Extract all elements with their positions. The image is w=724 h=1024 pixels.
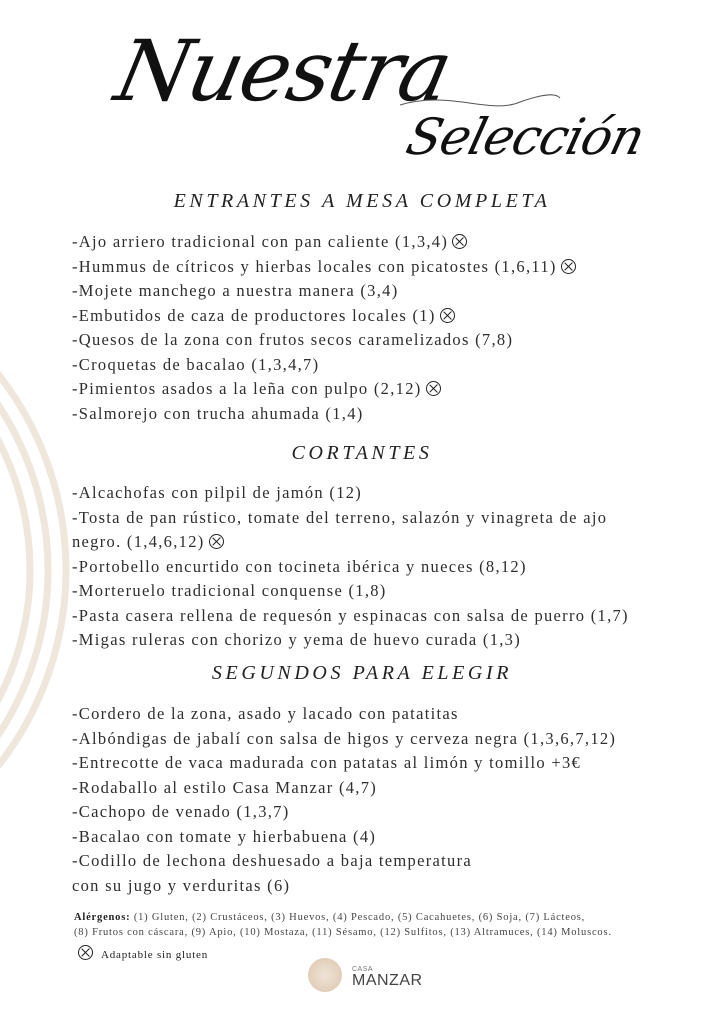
menu-item-text: -Salmorejo con trucha ahumada (1,4) — [72, 403, 364, 423]
menu-item — [72, 377, 576, 402]
menu-item-text: -Alcachofas con pilpil de jamón (12) — [72, 483, 363, 502]
menu-item — [72, 702, 616, 727]
menu-item — [72, 800, 616, 825]
gluten-free-legend — [78, 945, 208, 961]
menu-item-text: -Tosta de pan rústico, tomate del terreno, salazón y vinagreta de ajo — [72, 507, 608, 527]
menu-item — [72, 604, 629, 629]
menu-item-text: -Codillo de lechona deshuesado a baja temperatura — [72, 851, 472, 870]
logo-emblem — [308, 958, 342, 992]
menu-item-text: -Quesos de la zona con frutos secos caramelizados (7,8) — [72, 330, 514, 349]
cortantes-list — [72, 481, 629, 653]
gluten-free-legend-text: Adaptable sin gluten — [101, 949, 209, 961]
menu-item-text: -Albóndigas de jabalí con salsa de higos y cerveza negra (1,3,6,7,12) — [72, 728, 617, 748]
menu-item — [72, 328, 576, 353]
section-heading-segundos: SEGUNDOS PARA ELEGIR — [211, 662, 513, 684]
gluten-free-icon — [209, 534, 224, 549]
menu-item-text: -Ajo arriero tradicional con pan caliente (1,3,4) — [72, 232, 449, 251]
menu-item-text: -Pimientos asados a la leña con pulpo (2,12) — [72, 379, 422, 398]
gluten-free-icon — [561, 259, 576, 274]
allergen-line-1: (1) Gluten, (2) Crustáceos, (3) Huevos, (4) Pescado, (5) Cacahuetes, (6) Soja, (7) Lácteos, — [130, 912, 586, 923]
menu-item-text: -Entrecotte de vaca madurada con patatas al limón y tomillo +3€ — [72, 753, 582, 772]
gluten-free-icon — [452, 234, 467, 249]
gluten-free-icon — [78, 945, 93, 960]
menu-item-text: -Hummus de cítricos y hierbas locales con picatostes (1,6,11) — [72, 256, 557, 276]
menu-item-text: negro. (1,4,6,12) — [72, 532, 205, 551]
section-heading-cortantes: CORTANTES — [291, 442, 433, 464]
menu-item — [72, 751, 616, 776]
gluten-free-icon — [426, 381, 441, 396]
menu-item — [72, 628, 629, 653]
section-heading-entrantes: ENTRANTES A MESA COMPLETA — [173, 190, 551, 212]
menu-item — [72, 776, 616, 801]
menu-item — [72, 530, 629, 555]
allergen-label: Alérgenos: — [74, 912, 131, 923]
entrantes-list — [72, 230, 576, 426]
title-swash — [0, 0, 724, 200]
menu-item — [72, 727, 616, 752]
menu-item — [72, 506, 629, 531]
menu-item — [72, 279, 576, 304]
menu-item — [72, 579, 629, 604]
logo-text-small: CASA — [352, 966, 374, 973]
menu-item-text: -Mojete manchego a nuestra manera (3,4) — [72, 281, 399, 300]
menu-item — [72, 230, 576, 255]
menu-item — [72, 304, 576, 329]
menu-item — [72, 874, 616, 899]
menu-item — [72, 255, 576, 280]
segundos-list — [72, 702, 616, 898]
menu-item-text: -Migas ruleras con chorizo y yema de huevo curada (1,3) — [72, 630, 522, 649]
menu-item-text: -Cordero de la zona, asado y lacado con patatitas — [72, 704, 459, 723]
menu-item-text: -Pasta casera rellena de requesón y espinacas con salsa de puerro (1,7) — [72, 605, 629, 625]
menu-item-text: con su jugo y verduritas (6) — [72, 875, 291, 895]
title-seleccion: Selección — [400, 108, 650, 166]
menu-item-text: -Morteruelo tradicional conquense (1,8) — [72, 581, 387, 600]
menu-item-text: -Bacalao con tomate y hierbabuena (4) — [72, 826, 377, 846]
title-nuestra: Nuestra — [107, 22, 459, 120]
menu-item-text: -Embutidos de caza de productores locales (1) — [72, 305, 436, 325]
menu-item — [72, 555, 629, 580]
gluten-free-icon — [440, 308, 455, 323]
allergen-line-2: (8) Frutos con cáscara, (9) Apio, (10) Mostaza, (11) Sésamo, (12) Sulfitos, (13) Altramuces, (14) Moluscos. — [74, 927, 612, 938]
menu-item — [72, 402, 576, 427]
menu-item — [72, 825, 616, 850]
menu-item-text: -Croquetas de bacalao (1,3,4,7) — [72, 354, 320, 374]
menu-item — [72, 849, 616, 874]
menu-item — [72, 481, 629, 506]
menu-item-text: -Cachopo de venado (1,3,7) — [72, 802, 290, 821]
allergen-legend — [74, 910, 612, 940]
menu-item-text: -Rodaballo al estilo Casa Manzar (4,7) — [72, 777, 378, 797]
menu-item-text: -Portobello encurtido con tocineta ibérica y nueces (8,12) — [72, 556, 527, 576]
logo-text-big: MANZAR — [352, 972, 423, 989]
menu-item — [72, 353, 576, 378]
